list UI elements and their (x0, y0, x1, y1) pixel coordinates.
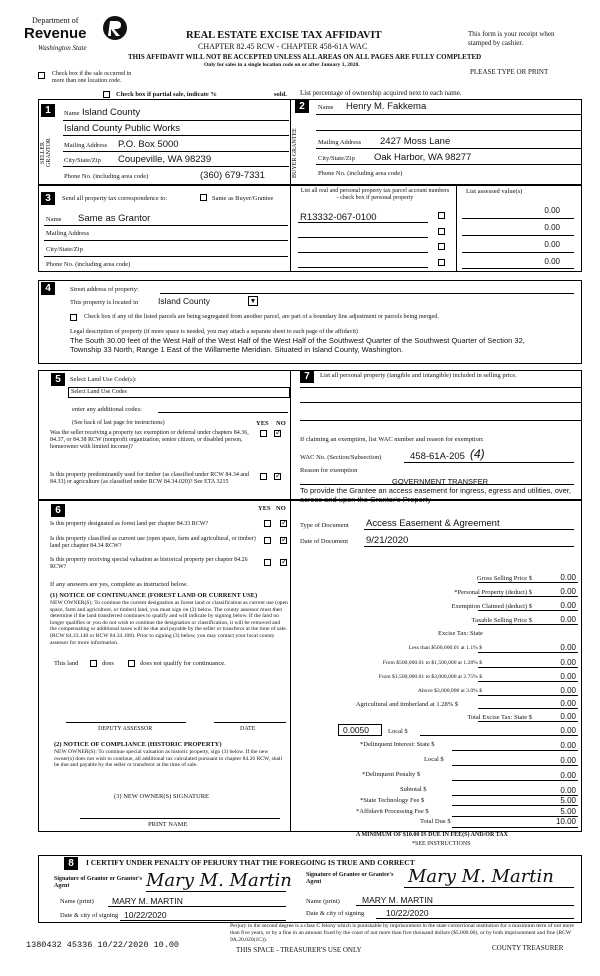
buyer-name[interactable]: Henry M. Fakkema (346, 101, 427, 112)
multi-location-checkbox[interactable] (38, 72, 45, 79)
delinquent-local-value[interactable]: 0.00 (560, 756, 576, 765)
s3-phone-label: Phone No. (including area code) (46, 261, 131, 268)
s6-yes-label: YES (258, 505, 271, 512)
grantor-signature[interactable]: Mary M. Martin (146, 870, 292, 891)
section-1-badge: 1 (41, 104, 55, 117)
section-7-badge: 7 (300, 370, 314, 383)
notice2-title: (2) NOTICE OF COMPLIANCE (HISTORIC PROPERTY) (54, 741, 222, 748)
perjury-text: Perjury in the second degree is a class C felony which is punishable by imprisonment in the state correctional institution for a maximum term of not more than five years, or by a fine in an amount fixed by the court of not more than five thousand dollars ($5,000.00), or by both imprisonment and fine (RCW 9A.20.020(1C)). (230, 923, 574, 943)
buyer-city-label: City/State/Zip (318, 155, 355, 162)
total-due-label: Total Due $ (420, 818, 451, 825)
county-treasurer: COUNTY TREASURER (492, 944, 564, 952)
grantee-name[interactable]: MARY M. MARTIN (362, 895, 433, 905)
buyer-city[interactable]: Oak Harbor, WA 98277 (374, 152, 472, 163)
county-select[interactable]: Island County (158, 296, 210, 306)
same-as-buyer-checkbox[interactable] (200, 194, 207, 201)
tax-line-value[interactable]: 0.00 (560, 658, 576, 667)
parcel-number[interactable]: R13332-067-0100 (300, 212, 377, 223)
revenue-logo-icon (102, 14, 128, 42)
tax-line-value[interactable]: 0.00 (560, 573, 576, 582)
seller-mailing-label: Mailing Address (64, 142, 108, 149)
single-location-note: Only for sales in a single location code on or after January 1, 2020. (204, 62, 360, 68)
s5-q2-no-checkbox[interactable] (274, 473, 281, 480)
dept-logo (24, 16, 134, 56)
receipt-stamp: 1380432 45336 10/22/2020 10.00 (26, 940, 180, 950)
s6-q1: Is this property designated as forest land per chapter 84.33 RCW? (50, 521, 209, 527)
local-label: Local $ (388, 728, 408, 735)
land-use-label: Select Land Use Code(s): (70, 376, 137, 383)
local-value[interactable]: 0.00 (560, 726, 576, 735)
delinquent-state-label: *Delinquent Interest: State $ (360, 741, 435, 748)
doc-date[interactable]: 9/21/2020 (366, 535, 409, 546)
delinquent-state-value[interactable]: 0.00 (560, 741, 576, 750)
doc-type[interactable]: Access Easement & Agreement (366, 518, 500, 529)
subtotal-value[interactable]: 0.00 (560, 786, 576, 795)
s6-q3: Is this property receiving special valuation as historical property per chapter 84.26 RCW? (50, 557, 248, 570)
buyer-mailing-label: Mailing Address (318, 139, 362, 146)
wac-label: WAC No. (Section/Subsection) (300, 454, 382, 461)
grantee-date-label: Date & city of signing (306, 910, 365, 917)
buyer-name-label: Name (318, 104, 334, 111)
s6-q2-no-checkbox[interactable] (280, 537, 287, 544)
type-note: PLEASE TYPE OR PRINT (470, 68, 549, 76)
county-dropdown-icon[interactable]: ▼ (249, 297, 257, 305)
form-title: REAL ESTATE EXCISE TAX AFFIDAVIT (186, 30, 382, 41)
does-label: does (102, 660, 114, 667)
s5-q2: Is this property predominantly used for timber (as classified under RCW 84.34 and 84.33) or agriculture (as classified under RCW 84.34.020)? See ETA 3215 (50, 472, 250, 485)
tax-line-label: Total Excise Tax: State $ (467, 714, 532, 721)
s5-yes-label: YES (256, 420, 269, 427)
delinquent-local-label: Local $ (424, 756, 444, 763)
grantor-name[interactable]: MARY M. MARTIN (112, 896, 183, 906)
seller-phone-label: Phone No. (including area code) (64, 173, 149, 180)
land-use-select[interactable] (68, 387, 290, 398)
if-yes-note: If any answers are yes, complete as instructed below. (50, 581, 188, 588)
personal-property-checkbox[interactable] (438, 212, 445, 219)
section-2-badge: 2 (295, 100, 309, 113)
grantor-sig-label: Signature of Grantor or Grantor's Agent (54, 876, 142, 889)
grantee-signature[interactable]: Mary M. Martin (408, 866, 554, 887)
s6-q3-yes-checkbox[interactable] (264, 559, 271, 566)
same-as-buyer-label: Same as Buyer/Grantee (212, 195, 274, 202)
assessed-value[interactable]: 0.00 (544, 240, 560, 249)
tax-line-label: Above $3,000,000 at 3.0% $ (417, 688, 482, 694)
deputy-assessor-label: DEPUTY ASSESSOR (98, 726, 153, 732)
grantor-date[interactable]: 10/22/2020 (124, 910, 167, 920)
buyer-phone-label: Phone No. (including area code) (318, 170, 403, 177)
local-rate-box[interactable] (338, 724, 382, 736)
section-6-badge: 6 (51, 504, 65, 517)
print-name-label: PRINT NAME (148, 821, 188, 828)
seller-name[interactable]: Island County (82, 107, 141, 118)
partial-sale-checkbox[interactable] (103, 91, 110, 98)
penalty-label: *Delinquent Penalty $ (362, 771, 421, 778)
wac-number[interactable]: 458-61A-205 (410, 451, 465, 462)
personal-property-checkbox[interactable] (438, 243, 445, 250)
s3-name[interactable]: Same as Grantor (78, 213, 151, 224)
assessed-value[interactable]: 0.00 (544, 223, 560, 232)
dept-line3: Washington State (38, 44, 87, 52)
s6-q3-no-checkbox[interactable] (280, 559, 287, 566)
s5-q2-yes-checkbox[interactable] (260, 473, 267, 480)
form-warning: THIS AFFIDAVIT WILL NOT BE ACCEPTED UNLESS ALL AREAS ON ALL PAGES ARE FULLY COMPLETED (128, 53, 482, 61)
s6-q1-no-checkbox[interactable] (280, 520, 287, 527)
tax-line-value[interactable]: 0.00 (560, 601, 576, 610)
buyer-mailing[interactable]: 2427 Moss Lane (380, 136, 451, 147)
assessed-header: List assessed value(s) (466, 188, 523, 195)
section-3-badge: 3 (41, 192, 55, 205)
tax-line-value[interactable]: 0.00 (560, 615, 576, 624)
multi-location-label: Check box if the sale occurred in more than one location code. (52, 71, 132, 84)
s3-city-label: City/State/Zip (46, 246, 83, 253)
tax-line-label: *Personal Property (deduct) $ (454, 589, 532, 596)
see-back-note: (See back of last page for instructions) (72, 420, 165, 426)
tax-line-label: Less than $500,000.01 at 1.1% $ (408, 645, 482, 651)
seller-mailing[interactable]: P.O. Box 5000 (118, 139, 179, 150)
grantee-name-label: Name (print) (306, 898, 340, 905)
ownership-label: List percentage of ownership acquired next to each name. (300, 89, 462, 97)
doc-type-label: Type of Document (300, 522, 349, 529)
tax-line-value[interactable]: 0.00 (560, 643, 576, 652)
certify-text: I CERTIFY UNDER PENALTY OF PERJURY THAT THE FOREGOING IS TRUE AND CORRECT (86, 858, 415, 867)
tax-line-value[interactable]: 0.00 (560, 587, 576, 596)
send-correspondence-label: Send all property tax correspondence to: (62, 195, 168, 202)
personal-property-checkbox[interactable] (438, 259, 445, 266)
receipt-note: This form is your receipt when stamped by cashier. (468, 30, 555, 47)
s3-mailing-label: Mailing Address (46, 230, 90, 237)
does-not-label: does not qualify for continuance. (140, 660, 226, 667)
tech-fee-value[interactable]: 5.00 (560, 796, 576, 805)
penalty-value[interactable]: 0.00 (560, 771, 576, 780)
seller-city[interactable]: Coupeville, WA 98239 (118, 154, 212, 165)
grantee-sig-label: Signature of Grantee or Grantee's Agent (306, 872, 394, 885)
partial-sale-label: Check box if partial sale, indicate % (116, 91, 217, 98)
assessed-value[interactable]: 0.00 (544, 257, 560, 266)
doc-date-label: Date of Document (300, 538, 349, 545)
affidavit-fee-value[interactable]: 5.00 (560, 807, 576, 816)
buyer-side-label: BUYER GRANTEE (292, 128, 298, 178)
personal-property-checkbox[interactable] (438, 228, 445, 235)
notice1-text: NEW OWNER(S): To continue the current designation as forest land or classification as current use (open space, farm and agriculture, or timber) land, you must sign on (3) below. The county assessor must then determine if the land transferred continues to qualify and will indicate by signing below. If the land no longer qualifies or you do not wish to continue the designation or classification, it will be removed and the compensating or additional taxes will be due and payable by the seller or transferor at the time of sale. (RCW 84.33.140 or RCW 84.34.108). Prior to signing (3) below, you may contact your local county assessor for more information. (50, 600, 288, 646)
s5-q1-yes-checkbox[interactable] (260, 430, 267, 437)
s3-name-label: Name (46, 216, 62, 223)
s5-q1-no-checkbox[interactable] (274, 430, 281, 437)
form-chapter: CHAPTER 82.45 RCW - CHAPTER 458-61A WAC (198, 42, 368, 51)
section-5-badge: 5 (51, 373, 65, 386)
sold-label: sold. (274, 91, 287, 98)
parcel-header: List all real and personal property tax parcel account numbers - check box if personal property (300, 188, 450, 201)
reason-value[interactable]: GOVERNMENT TRANSFER (392, 477, 488, 486)
affidavit-fee-label: *Affidavit Processing Fee $ (356, 808, 429, 815)
personal-property-label: List all personal property (tangible and intangible) included in selling price. (320, 372, 517, 379)
does-not-checkbox[interactable] (128, 660, 135, 667)
s5-no-label: NO (276, 420, 286, 427)
subtotal-label: Subtotal $ (400, 786, 427, 793)
grantor-date-label: Date & city of signing (60, 912, 119, 919)
legal-description[interactable]: The South 30.00 feet of the West Half of the West Half of the West Half of the Southwest Quarter of the Southwest Quarter of Section 32, Township 33 North, Range 1 East of the Willamette Meridian. Situated in Island County, Washington. (70, 336, 525, 354)
seller-city-label: City/State/Zip (64, 157, 101, 164)
tax-line-label: Taxable Selling Price $ (471, 617, 532, 624)
tax-line-value[interactable]: 0.00 (560, 699, 576, 708)
land-use-placeholder: Select Land Use Codes (71, 389, 127, 395)
boundary-label: Check box if any of the listed parcels are being segregated from another parcel, are part of a boundary line adjustment or parcels being merged. (84, 313, 439, 320)
tax-line-value[interactable]: 0.00 (560, 686, 576, 695)
reason-label: Reason for exemption (300, 467, 358, 474)
grantor-name-label: Name (print) (60, 898, 94, 905)
s6-q2-yes-checkbox[interactable] (264, 537, 271, 544)
tax-line-label: Gross Selling Price $ (476, 575, 532, 582)
tax-line-value[interactable]: 0.00 (560, 672, 576, 681)
assessed-value[interactable]: 0.00 (544, 206, 560, 215)
tax-line-label: Exemption Claimed (deduct) $ (451, 603, 532, 610)
s6-q1-yes-checkbox[interactable] (264, 520, 271, 527)
see-instructions: *SEE INSTRUCTIONS (412, 841, 471, 847)
tax-line-label: Excise Tax: State (438, 630, 483, 637)
section-8-badge: 8 (64, 857, 78, 870)
tax-line-label: From $500,000.01 to $1,500,000 at 1.28% $ (382, 660, 482, 666)
tax-line-label: Agricultural and timberland at 1.28% $ (355, 701, 458, 708)
dept-line2: Revenue (24, 25, 87, 42)
s6-no-label: NO (276, 505, 286, 512)
seller-phone[interactable]: (360) 679-7331 (200, 170, 265, 181)
legal-label: Legal description of property (if more space is needed, you may attach a separate sheet to each page of the affidavit) (70, 328, 358, 335)
s6-q2: Is this property classified as current use (open space, farm and agricultural, or timber) land per chapter 84.34 RCW? (50, 536, 256, 549)
exemption-label: If claiming an exemption, list WAC number and reason for exemption: (300, 436, 484, 443)
seller-side-label: SELLER GRANTOR (40, 138, 52, 168)
treasurer-space: THIS SPACE - TREASURER'S USE ONLY (236, 946, 362, 954)
section-4-badge: 4 (41, 282, 55, 295)
local-rate: 0.0050 (343, 725, 369, 735)
total-due-value[interactable]: 10.00 (555, 817, 576, 826)
does-checkbox[interactable] (90, 660, 97, 667)
dept-line1: Department of (32, 16, 79, 25)
deputy-date-label: DATE (240, 726, 256, 732)
tax-line-value[interactable]: 0.00 (560, 712, 576, 721)
grantee-date[interactable]: 10/22/2020 (386, 908, 429, 918)
tech-fee-label: *State Technology Fee $ (360, 797, 425, 804)
seller-name-label: Name (64, 110, 80, 117)
boundary-checkbox[interactable] (70, 314, 77, 321)
additional-codes-label: enter any additional codes: (72, 406, 142, 413)
reason-text[interactable]: To provide the Grantee an access easement for ingress, egress and utilities, over, across and upon the Grantor's Property (300, 486, 571, 504)
street-address-label: Street address of property: (70, 286, 139, 293)
new-owner-signature-label: (3) NEW OWNER(S) SIGNATURE (114, 793, 210, 800)
s5-q1: Was the seller receiving a property tax exemption or deferral under chapters 84.36, 84.37, or 84.38 RCW (nonprofit organization, senior citizen, or disabled person, homeowner with limited income)? (50, 430, 249, 450)
minimum-note: A MINIMUM OF $10.00 IS DUE IN FEE(S) AND/OR TAX (356, 832, 508, 838)
seller-name2[interactable]: Island County Public Works (64, 123, 180, 134)
notice1-title: (1) NOTICE OF CONTINUANCE (FOREST LAND OR CURRENT USE) (50, 592, 258, 599)
notice2-text: NEW OWNER(S): To continue special valuation as historic property, sign (3) below. If the new owner(s) does not wish to continue, all additional tax calculated pursuant to chapter 84.26 RCW, shall be due and payable by the seller or transferor at the time of sale. (54, 749, 283, 769)
located-in-label: This property is located in (70, 299, 139, 306)
this-land-label: This land (54, 660, 79, 667)
tax-line-label: From $1,500,000.01 to $3,000,000 at 2.75% $ (378, 674, 482, 680)
wac-subsection[interactable]: (4) (470, 447, 485, 461)
